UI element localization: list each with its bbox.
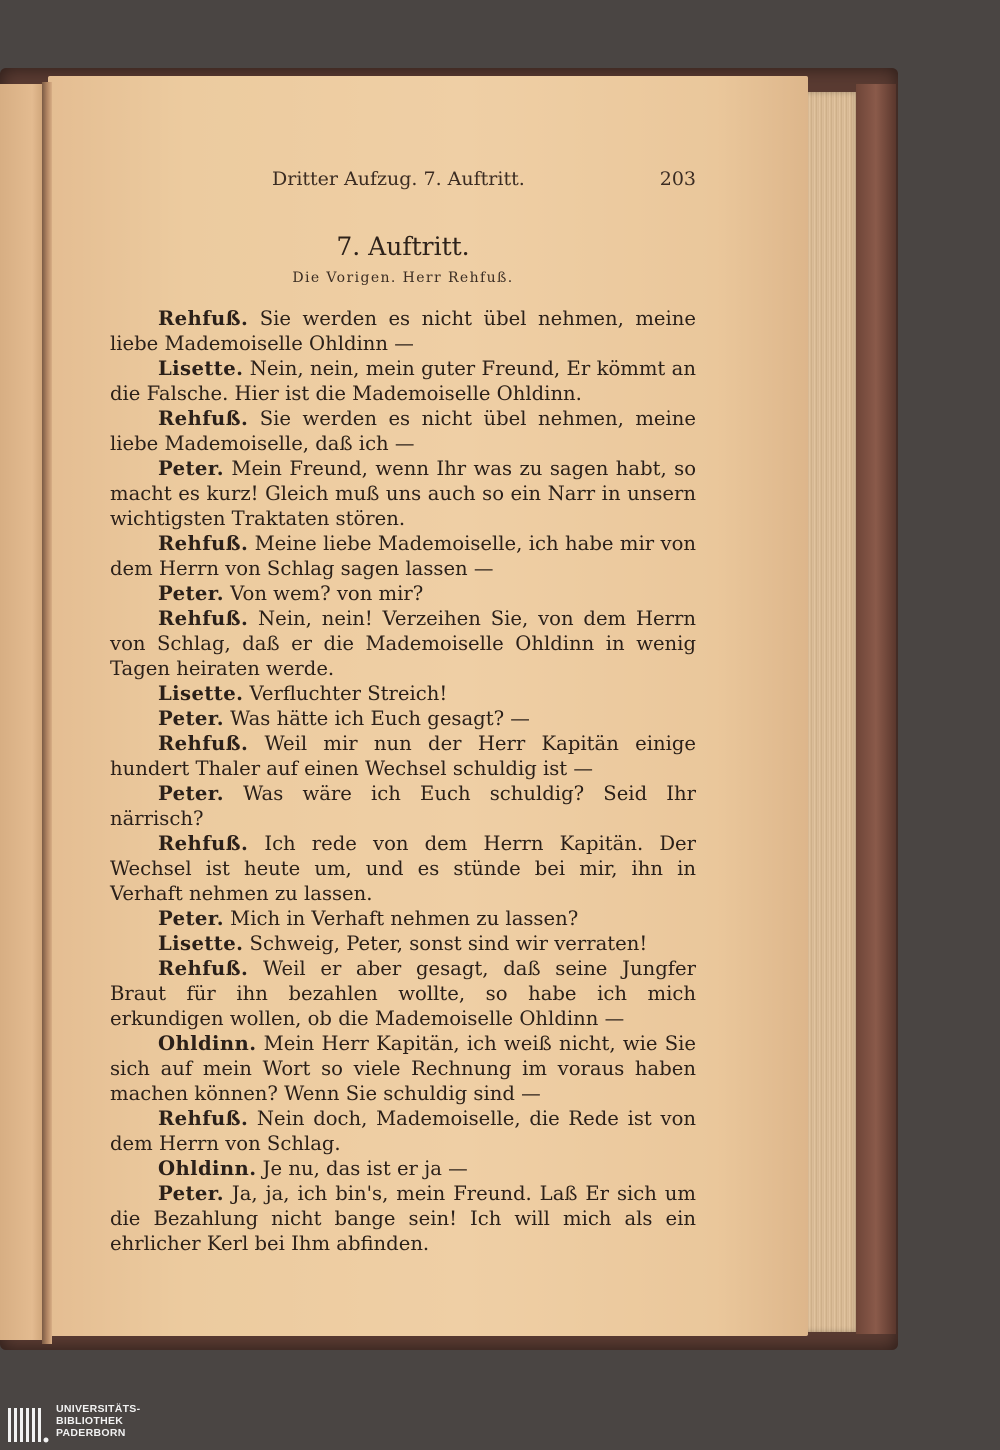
speaker-name: Peter. xyxy=(158,582,224,605)
cast-list: Die Vorigen. Herr Rehfuß. xyxy=(292,270,514,286)
speech-line xyxy=(110,731,696,781)
speech-line xyxy=(110,831,696,906)
library-logo-text xyxy=(56,1403,140,1439)
speaker-name: Lisette. xyxy=(158,682,244,705)
speech-text: Was hätte ich Euch gesagt? — xyxy=(230,707,530,730)
speech-text: Was wäre ich Euch schuldig? Seid Ihr närrisch? xyxy=(110,782,696,830)
speaker-name: Peter. xyxy=(158,1182,224,1205)
speaker-name: Rehfuß. xyxy=(158,1107,249,1130)
speaker-name: Rehfuß. xyxy=(158,607,249,630)
scene-title: 7. Auftritt. xyxy=(336,232,470,261)
book-gutter xyxy=(42,82,52,1344)
dialogue-body xyxy=(110,306,696,1256)
speech-line xyxy=(110,1156,696,1181)
facing-page-edge xyxy=(0,84,46,1340)
speech-text: Je nu, das ist er ja — xyxy=(262,1157,468,1180)
speaker-name: Rehfuß. xyxy=(158,732,249,755)
speech-line xyxy=(110,681,696,706)
speaker-name: Rehfuß. xyxy=(158,407,249,430)
speech-line xyxy=(110,706,696,731)
logo-line: PADERBORN xyxy=(56,1427,126,1439)
speaker-name: Peter. xyxy=(158,457,224,480)
speaker-name: Peter. xyxy=(158,782,224,805)
speech-line xyxy=(110,406,696,456)
speech-text: Verfluchter Streich! xyxy=(249,682,448,705)
speech-line xyxy=(110,456,696,531)
logo-line: BIBLIOTHEK xyxy=(56,1415,124,1427)
speech-text: Nein doch, Mademoiselle, die Rede ist von dem Herrn von Schlag. xyxy=(110,1107,696,1155)
speech-text: Sie werden es nicht übel nehmen, meine liebe Mademoiselle Ohldinn — xyxy=(110,307,696,355)
speech-text: Ja, ja, ich bin's, mein Freund. Laß Er sich um die Bezahlung nicht bange sein! Ich will mich als ein ehrlicher Kerl bei Ihm abfinden. xyxy=(110,1182,696,1255)
speech-text: Meine liebe Mademoiselle, ich habe mir von dem Herrn von Schlag sagen lassen — xyxy=(110,532,696,580)
speaker-name: Ohldinn. xyxy=(158,1032,257,1055)
library-logo-icon xyxy=(6,1404,50,1446)
speech-line xyxy=(110,1106,696,1156)
speaker-name: Peter. xyxy=(158,707,224,730)
speaker-name: Rehfuß. xyxy=(158,532,249,555)
running-head-title: Dritter Aufzug. 7. Auftritt. xyxy=(272,168,525,190)
speech-text: Mein Freund, wenn Ihr was zu sagen habt, so macht es kurz! Gleich muß uns auch so ein Narr in unsern wichtigsten Traktaten stören. xyxy=(110,457,696,530)
speech-text: Schweig, Peter, sonst sind wir verraten! xyxy=(249,932,648,955)
cover-edge xyxy=(856,84,896,1334)
page-number: 203 xyxy=(659,168,696,190)
speech-text: Mein Herr Kapitän, ich weiß nicht, wie Sie sich auf mein Wort so viele Rechnung im voraus haben machen können? Wenn Sie schuldig sind — xyxy=(110,1032,696,1105)
running-head xyxy=(110,168,696,196)
speech-line xyxy=(110,931,696,956)
speech-text: Nein, nein! Verzeihen Sie, von dem Herrn von Schlag, daß er die Mademoiselle Ohldinn in wenig Tagen heiraten werde. xyxy=(110,607,696,680)
speech-text: Weil er aber gesagt, daß seine Jungfer Braut für ihn bezahlen wollte, so habe ich mich erkundigen wollen, ob die Mademoiselle Ohldinn — xyxy=(110,957,696,1030)
speech-line xyxy=(110,956,696,1031)
speech-line xyxy=(110,781,696,831)
speech-text: Sie werden es nicht übel nehmen, meine liebe Mademoiselle, daß ich — xyxy=(110,407,696,455)
speech-line xyxy=(110,906,696,931)
speech-line xyxy=(110,531,696,581)
speech-line xyxy=(110,356,696,406)
speaker-name: Rehfuß. xyxy=(158,832,249,855)
speech-line xyxy=(110,1031,696,1106)
speaker-name: Lisette. xyxy=(158,357,244,380)
speaker-name: Rehfuß. xyxy=(158,307,249,330)
speech-text: Weil mir nun der Herr Kapitän einige hundert Thaler auf einen Wechsel schuldig ist — xyxy=(110,732,696,780)
speaker-name: Peter. xyxy=(158,907,224,930)
speech-line xyxy=(110,1181,696,1256)
speech-text: Von wem? von mir? xyxy=(230,582,424,605)
logo-line: UNIVERSITÄTS- xyxy=(56,1403,141,1415)
speech-line xyxy=(110,606,696,681)
speaker-name: Rehfuß. xyxy=(158,957,249,980)
speech-text: Ich rede von dem Herrn Kapitän. Der Wechsel ist heute um, und es stünde bei mir, ihn in Verhaft nehmen zu lassen. xyxy=(110,832,696,905)
speech-line xyxy=(110,581,696,606)
speaker-name: Ohldinn. xyxy=(158,1157,257,1180)
speech-text: Mich in Verhaft nehmen zu lassen? xyxy=(230,907,579,930)
speech-line xyxy=(110,306,696,356)
footer-bar xyxy=(0,1398,1000,1450)
speaker-name: Lisette. xyxy=(158,932,244,955)
speech-text: Nein, nein, mein guter Freund, Er kömmt an die Falsche. Hier ist die Mademoiselle Ohldinn. xyxy=(110,357,696,405)
